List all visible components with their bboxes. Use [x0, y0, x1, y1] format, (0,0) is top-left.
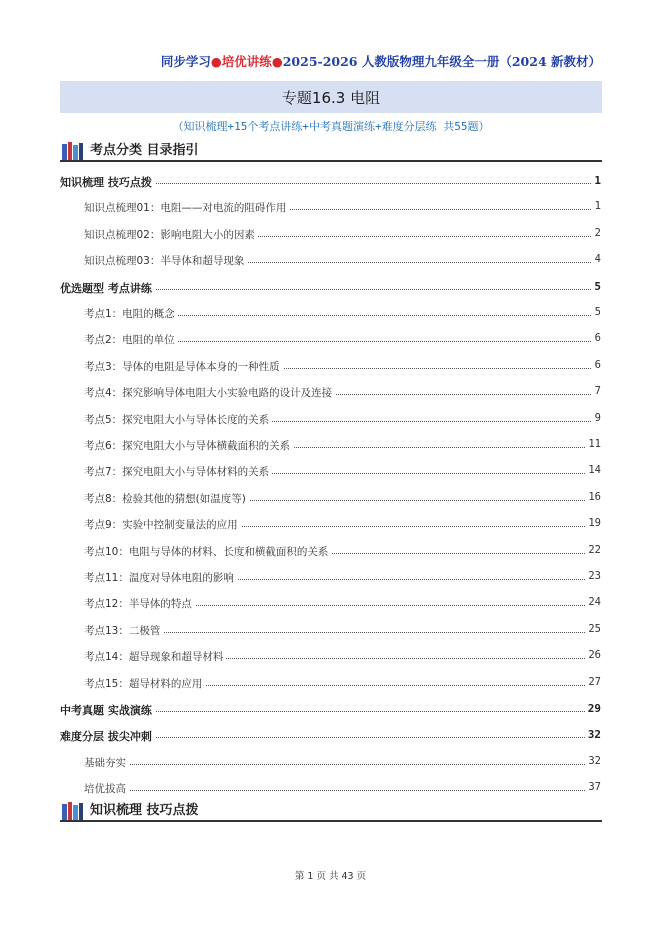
toc-entry[interactable]: [0, 280, 661, 296]
toc-entry-title: 考点13：二极管: [84, 623, 163, 638]
toc-leader-dots: [84, 764, 597, 765]
toc-entry[interactable]: [0, 200, 661, 216]
toc-entry-page: 2: [592, 227, 601, 239]
toc-entry-page: 22: [585, 544, 601, 556]
toc-entry-page: 16: [585, 491, 601, 503]
toc-entry-page: 37: [585, 781, 601, 793]
toc-entry-title: 考点1：电阻的概念: [84, 306, 178, 321]
toc-entry-title: 考点7：探究电阻大小与导体材料的关系: [84, 464, 272, 479]
toc-entry-page: 24: [585, 596, 601, 608]
page-title: [60, 81, 602, 113]
toc-entry-page: 1: [592, 200, 601, 212]
toc-entry[interactable]: [0, 517, 661, 533]
toc-entry-title: 知识点梳理01：电阻——对电流的阻碍作用: [84, 200, 289, 215]
page-subtitle: （知识梳理+15个考点讲练+中考真题演练+难度分层练 共55题）: [172, 120, 490, 133]
toc-entry-title: 考点9：实验中控制变量法的应用: [84, 517, 241, 532]
toc-entry[interactable]: [0, 728, 661, 744]
books-icon: [62, 141, 86, 160]
toc-entry-title: 考点3：导体的电阻是导体本身的一种性质: [84, 359, 283, 374]
toc-entry[interactable]: [0, 227, 661, 243]
toc-entry-title: 考点11：温度对导体电阻的影响: [84, 570, 237, 585]
toc-entry[interactable]: [0, 702, 661, 718]
bullet-dot-icon: ●: [271, 54, 283, 69]
toc-entry[interactable]: [0, 781, 661, 797]
toc-entry-title: 考点14：超导现象和超导材料: [84, 649, 226, 664]
toc-entry-page: 14: [585, 464, 601, 476]
toc-entry-page: 4: [592, 253, 601, 265]
toc-entry-title: 培优拔高: [84, 781, 129, 796]
toc-entry-page: 23: [585, 570, 601, 582]
toc-entry-title: 基础夯实: [84, 755, 129, 770]
section-heading-knowledge: [60, 798, 602, 822]
toc-entry-page: 25: [585, 623, 601, 635]
toc-entry-title: 考点2：电阻的单位: [84, 332, 178, 347]
toc-entry-page: 5: [592, 306, 601, 318]
toc-entry-title: 知识点梳理03：半导体和超导现象: [84, 253, 247, 268]
toc-entry-title: 优选题型 考点讲练: [60, 280, 155, 296]
toc-entry[interactable]: [0, 491, 661, 507]
toc-entry-page: 26: [585, 649, 601, 661]
header-part1: 同步学习: [160, 54, 211, 69]
toc-entry[interactable]: [0, 544, 661, 560]
toc-entry-title: 考点4：探究影响导体电阻大小实验电路的设计及连接: [84, 385, 335, 400]
toc-entry-title: 知识梳理 技巧点拨: [60, 174, 155, 190]
toc-entry[interactable]: [0, 359, 661, 375]
document-header: [161, 52, 601, 70]
toc-entry[interactable]: [0, 174, 661, 190]
toc-entry[interactable]: [0, 385, 661, 401]
page-title-text: 专题16.3 电阻: [281, 88, 381, 107]
toc-entry[interactable]: [0, 649, 661, 665]
toc-entry-page: 9: [592, 412, 601, 424]
toc-entry-title: 考点15：超导材料的应用: [84, 676, 205, 691]
toc-entry-page: 6: [592, 359, 601, 371]
toc-entry-page: 29: [585, 702, 601, 715]
toc-entry[interactable]: [0, 438, 661, 454]
toc-entry-page: 27: [585, 676, 601, 688]
toc-leader-dots: [84, 790, 597, 791]
header-part2: 培优讲练: [221, 54, 272, 69]
toc-entry-title: 考点10：电阻与导体的材料、长度和横截面积的关系: [84, 544, 331, 559]
toc-entry[interactable]: [0, 464, 661, 480]
toc-entry-page: 5: [591, 280, 601, 293]
bullet-dot-icon: ●: [210, 54, 222, 69]
toc-entry-title: 难度分层 拔尖冲刺: [60, 728, 155, 744]
toc-entry[interactable]: [0, 596, 661, 612]
toc-entry[interactable]: [0, 623, 661, 639]
header-part3: 2025-2026 人教版物理九年级全一册（2024 新教材）: [282, 54, 601, 69]
page-footer: 第 1 页 共 43 页: [294, 871, 367, 882]
toc-entry[interactable]: [0, 755, 661, 771]
toc-entry[interactable]: [0, 332, 661, 348]
toc-entry[interactable]: [0, 306, 661, 322]
section-heading-label: 知识梳理 技巧点拨: [90, 803, 199, 818]
toc-entry[interactable]: [0, 412, 661, 428]
section-heading-toc: [60, 138, 602, 162]
toc-entry[interactable]: [0, 253, 661, 269]
toc-entry-page: 7: [592, 385, 601, 397]
toc-entry-page: 1: [591, 174, 601, 187]
toc-entry-title: 考点12：半导体的特点: [84, 596, 195, 611]
toc-entry-page: 6: [592, 332, 601, 344]
toc-entry[interactable]: [0, 676, 661, 692]
toc-entry-title: 中考真题 实战演练: [60, 702, 155, 718]
toc-entry-page: 11: [585, 438, 601, 450]
toc-entry-title: 知识点梳理02：影响电阻大小的因素: [84, 227, 258, 242]
toc-entry-page: 32: [585, 728, 601, 741]
toc-entry-page: 19: [585, 517, 601, 529]
books-icon: [62, 801, 86, 820]
toc-entry-title: 考点5：探究电阻大小与导体长度的关系: [84, 412, 272, 427]
toc-entry-title: 考点6：探究电阻大小与导体横截面积的关系: [84, 438, 293, 453]
toc-entry[interactable]: [0, 570, 661, 586]
toc-entry-title: 考点8：检验其他的猜想(如温度等): [84, 491, 249, 506]
section-heading-label: 考点分类 目录指引: [90, 143, 199, 158]
toc-entry-page: 32: [585, 755, 601, 767]
